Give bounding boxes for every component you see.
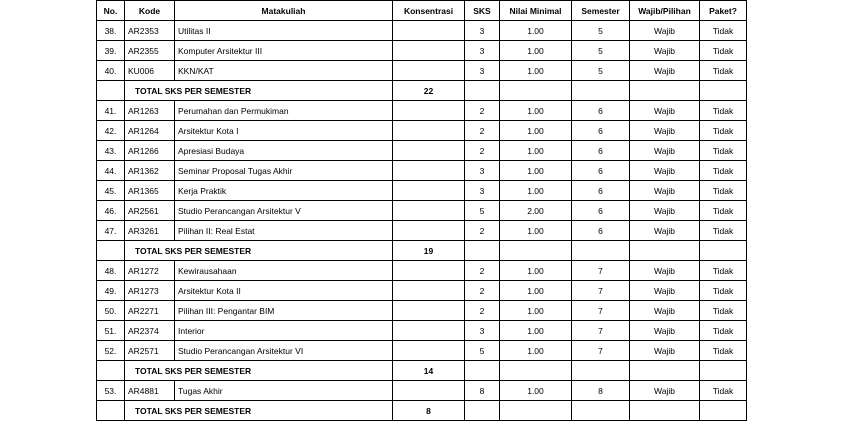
- header-row: [97, 1, 747, 21]
- cell-paket: Tidak: [700, 41, 747, 61]
- cell-paket: Tidak: [700, 381, 747, 401]
- cell-paket: Tidak: [700, 281, 747, 301]
- cell-paket: Tidak: [700, 261, 747, 281]
- cell-wajib-pilihan: Wajib: [630, 141, 700, 161]
- cell-no: 49.: [97, 281, 125, 301]
- cell-sks: 3: [465, 41, 500, 61]
- cell-semester: 6: [572, 221, 630, 241]
- cell-nilai-minimal: 1.00: [500, 21, 572, 41]
- cell-kode: AR1266: [125, 141, 175, 161]
- cell-semester: 7: [572, 301, 630, 321]
- col-header-kode: Kode: [125, 1, 175, 21]
- table-body: [97, 21, 747, 421]
- col-header-wajib-pilihan: Wajib/Pilihan: [630, 1, 700, 21]
- total-label-cell: TOTAL SKS PER SEMESTER: [125, 361, 393, 381]
- cell-wajib-pilihan: Wajib: [630, 221, 700, 241]
- cell-matakuliah: Kerja Praktik: [175, 181, 393, 201]
- cell-paket: Tidak: [700, 141, 747, 161]
- cell-no: 52.: [97, 341, 125, 361]
- cell-paket: Tidak: [700, 121, 747, 141]
- cell-sks: 3: [465, 161, 500, 181]
- empty-cell: [630, 241, 700, 261]
- table-row: [97, 121, 747, 141]
- table-row: [97, 141, 747, 161]
- cell-matakuliah: Apresiasi Budaya: [175, 141, 393, 161]
- cell-nilai-minimal: 1.00: [500, 281, 572, 301]
- cell-matakuliah: Tugas Akhir: [175, 381, 393, 401]
- col-header-matakuliah: Matakuliah: [175, 1, 393, 21]
- cell-konsentrasi: [393, 121, 465, 141]
- cell-semester: 7: [572, 261, 630, 281]
- total-spacer-cell: [97, 81, 125, 101]
- cell-no: 47.: [97, 221, 125, 241]
- table-row: [97, 21, 747, 41]
- cell-konsentrasi: [393, 301, 465, 321]
- cell-matakuliah: Arsitektur Kota II: [175, 281, 393, 301]
- cell-konsentrasi: [393, 181, 465, 201]
- cell-no: 41.: [97, 101, 125, 121]
- cell-paket: Tidak: [700, 321, 747, 341]
- cell-matakuliah: Pilihan II: Real Estat: [175, 221, 393, 241]
- cell-semester: 7: [572, 321, 630, 341]
- table-row: [97, 341, 747, 361]
- cell-wajib-pilihan: Wajib: [630, 101, 700, 121]
- cell-nilai-minimal: 1.00: [500, 261, 572, 281]
- empty-cell: [572, 241, 630, 261]
- cell-nilai-minimal: 1.00: [500, 341, 572, 361]
- cell-nilai-minimal: 1.00: [500, 61, 572, 81]
- table-row: [97, 201, 747, 221]
- cell-paket: Tidak: [700, 201, 747, 221]
- empty-cell: [630, 401, 700, 421]
- cell-nilai-minimal: 1.00: [500, 301, 572, 321]
- total-label-cell: TOTAL SKS PER SEMESTER: [125, 401, 393, 421]
- empty-cell: [465, 401, 500, 421]
- col-header-nilai-minimal: Nilai Minimal: [500, 1, 572, 21]
- cell-nilai-minimal: 1.00: [500, 321, 572, 341]
- cell-kode: AR3261: [125, 221, 175, 241]
- cell-nilai-minimal: 1.00: [500, 181, 572, 201]
- cell-konsentrasi: [393, 341, 465, 361]
- table-row: [97, 281, 747, 301]
- cell-nilai-minimal: 1.00: [500, 161, 572, 181]
- cell-no: 40.: [97, 61, 125, 81]
- cell-sks: 2: [465, 261, 500, 281]
- cell-kode: AR2571: [125, 341, 175, 361]
- cell-nilai-minimal: 1.00: [500, 221, 572, 241]
- cell-no: 42.: [97, 121, 125, 141]
- cell-matakuliah: Arsitektur Kota I: [175, 121, 393, 141]
- cell-no: 53.: [97, 381, 125, 401]
- cell-kode: AR1362: [125, 161, 175, 181]
- cell-nilai-minimal: 2.00: [500, 201, 572, 221]
- total-label-cell: TOTAL SKS PER SEMESTER: [125, 241, 393, 261]
- empty-cell: [500, 81, 572, 101]
- total-sks-value: 22: [393, 81, 465, 101]
- empty-cell: [572, 81, 630, 101]
- cell-paket: Tidak: [700, 221, 747, 241]
- col-header-semester: Semester: [572, 1, 630, 21]
- cell-kode: AR1272: [125, 261, 175, 281]
- empty-cell: [630, 81, 700, 101]
- cell-no: 44.: [97, 161, 125, 181]
- cell-matakuliah: Kewirausahaan: [175, 261, 393, 281]
- cell-paket: Tidak: [700, 301, 747, 321]
- cell-nilai-minimal: 1.00: [500, 101, 572, 121]
- cell-konsentrasi: [393, 161, 465, 181]
- cell-paket: Tidak: [700, 61, 747, 81]
- col-header-konsentrasi: Konsentrasi: [393, 1, 465, 21]
- cell-kode: AR1263: [125, 101, 175, 121]
- cell-konsentrasi: [393, 261, 465, 281]
- cell-sks: 2: [465, 101, 500, 121]
- cell-wajib-pilihan: Wajib: [630, 61, 700, 81]
- cell-kode: AR1365: [125, 181, 175, 201]
- cell-kode: AR2271: [125, 301, 175, 321]
- cell-paket: Tidak: [700, 161, 747, 181]
- empty-cell: [572, 361, 630, 381]
- cell-sks: 8: [465, 381, 500, 401]
- cell-sks: 2: [465, 221, 500, 241]
- cell-paket: Tidak: [700, 341, 747, 361]
- table-row: [97, 381, 747, 401]
- cell-konsentrasi: [393, 381, 465, 401]
- cell-wajib-pilihan: Wajib: [630, 181, 700, 201]
- cell-nilai-minimal: 1.00: [500, 121, 572, 141]
- cell-semester: 6: [572, 121, 630, 141]
- total-sks-value: 19: [393, 241, 465, 261]
- cell-wajib-pilihan: Wajib: [630, 41, 700, 61]
- cell-semester: 5: [572, 41, 630, 61]
- col-header-paket: Paket?: [700, 1, 747, 21]
- cell-no: 48.: [97, 261, 125, 281]
- empty-cell: [465, 241, 500, 261]
- empty-cell: [465, 81, 500, 101]
- cell-konsentrasi: [393, 41, 465, 61]
- table-header: [97, 1, 747, 21]
- table-row: [97, 101, 747, 121]
- cell-paket: Tidak: [700, 21, 747, 41]
- cell-sks: 3: [465, 181, 500, 201]
- cell-kode: AR2561: [125, 201, 175, 221]
- cell-sks: 2: [465, 281, 500, 301]
- table-row: [97, 161, 747, 181]
- total-spacer-cell: [97, 401, 125, 421]
- empty-cell: [700, 241, 747, 261]
- cell-matakuliah: Interior: [175, 321, 393, 341]
- empty-cell: [465, 361, 500, 381]
- total-row: [97, 401, 747, 421]
- cell-semester: 5: [572, 21, 630, 41]
- cell-wajib-pilihan: Wajib: [630, 341, 700, 361]
- cell-no: 51.: [97, 321, 125, 341]
- total-row: [97, 241, 747, 261]
- col-header-no: No.: [97, 1, 125, 21]
- cell-sks: 2: [465, 141, 500, 161]
- cell-semester: 6: [572, 201, 630, 221]
- cell-no: 50.: [97, 301, 125, 321]
- cell-wajib-pilihan: Wajib: [630, 261, 700, 281]
- cell-matakuliah: Komputer Arsitektur III: [175, 41, 393, 61]
- table-row: [97, 301, 747, 321]
- table-row: [97, 261, 747, 281]
- cell-sks: 2: [465, 301, 500, 321]
- cell-wajib-pilihan: Wajib: [630, 21, 700, 41]
- cell-kode: AR2353: [125, 21, 175, 41]
- cell-wajib-pilihan: Wajib: [630, 121, 700, 141]
- cell-matakuliah: Perumahan dan Permukiman: [175, 101, 393, 121]
- table-row: [97, 221, 747, 241]
- cell-wajib-pilihan: Wajib: [630, 161, 700, 181]
- total-spacer-cell: [97, 361, 125, 381]
- cell-semester: 6: [572, 161, 630, 181]
- cell-konsentrasi: [393, 141, 465, 161]
- empty-cell: [500, 401, 572, 421]
- cell-semester: 8: [572, 381, 630, 401]
- cell-matakuliah: Pilihan III: Pengantar BIM: [175, 301, 393, 321]
- empty-cell: [700, 401, 747, 421]
- cell-paket: Tidak: [700, 101, 747, 121]
- cell-semester: 5: [572, 61, 630, 81]
- cell-no: 38.: [97, 21, 125, 41]
- cell-nilai-minimal: 1.00: [500, 41, 572, 61]
- cell-no: 45.: [97, 181, 125, 201]
- cell-semester: 6: [572, 181, 630, 201]
- cell-konsentrasi: [393, 321, 465, 341]
- empty-cell: [500, 241, 572, 261]
- cell-wajib-pilihan: Wajib: [630, 201, 700, 221]
- cell-wajib-pilihan: Wajib: [630, 321, 700, 341]
- cell-kode: AR2355: [125, 41, 175, 61]
- total-sks-value: 8: [393, 401, 465, 421]
- table-row: [97, 321, 747, 341]
- cell-konsentrasi: [393, 201, 465, 221]
- cell-sks: 5: [465, 341, 500, 361]
- total-spacer-cell: [97, 241, 125, 261]
- cell-no: 39.: [97, 41, 125, 61]
- cell-no: 46.: [97, 201, 125, 221]
- cell-konsentrasi: [393, 101, 465, 121]
- cell-nilai-minimal: 1.00: [500, 381, 572, 401]
- cell-semester: 6: [572, 101, 630, 121]
- cell-semester: 7: [572, 281, 630, 301]
- table-row: [97, 181, 747, 201]
- cell-wajib-pilihan: Wajib: [630, 301, 700, 321]
- cell-sks: 2: [465, 121, 500, 141]
- table-row: [97, 41, 747, 61]
- curriculum-table: [96, 0, 747, 421]
- cell-matakuliah: KKN/KAT: [175, 61, 393, 81]
- cell-paket: Tidak: [700, 181, 747, 201]
- cell-sks: 3: [465, 61, 500, 81]
- empty-cell: [572, 401, 630, 421]
- table-row: [97, 61, 747, 81]
- cell-matakuliah: Studio Perancangan Arsitektur V: [175, 201, 393, 221]
- cell-wajib-pilihan: Wajib: [630, 281, 700, 301]
- empty-cell: [500, 361, 572, 381]
- cell-konsentrasi: [393, 281, 465, 301]
- total-row: [97, 361, 747, 381]
- cell-kode: AR2374: [125, 321, 175, 341]
- cell-sks: 5: [465, 201, 500, 221]
- total-sks-value: 14: [393, 361, 465, 381]
- cell-konsentrasi: [393, 221, 465, 241]
- cell-matakuliah: Utilitas II: [175, 21, 393, 41]
- total-label-cell: TOTAL SKS PER SEMESTER: [125, 81, 393, 101]
- empty-cell: [700, 81, 747, 101]
- col-header-sks: SKS: [465, 1, 500, 21]
- empty-cell: [700, 361, 747, 381]
- cell-kode: KU006: [125, 61, 175, 81]
- cell-kode: AR4881: [125, 381, 175, 401]
- empty-cell: [630, 361, 700, 381]
- cell-wajib-pilihan: Wajib: [630, 381, 700, 401]
- cell-sks: 3: [465, 21, 500, 41]
- cell-semester: 6: [572, 141, 630, 161]
- total-row: [97, 81, 747, 101]
- cell-matakuliah: Studio Perancangan Arsitektur VI: [175, 341, 393, 361]
- cell-kode: AR1264: [125, 121, 175, 141]
- cell-semester: 7: [572, 341, 630, 361]
- cell-konsentrasi: [393, 21, 465, 41]
- cell-nilai-minimal: 1.00: [500, 141, 572, 161]
- cell-kode: AR1273: [125, 281, 175, 301]
- cell-no: 43.: [97, 141, 125, 161]
- cell-konsentrasi: [393, 61, 465, 81]
- cell-matakuliah: Seminar Proposal Tugas Akhir: [175, 161, 393, 181]
- cell-sks: 3: [465, 321, 500, 341]
